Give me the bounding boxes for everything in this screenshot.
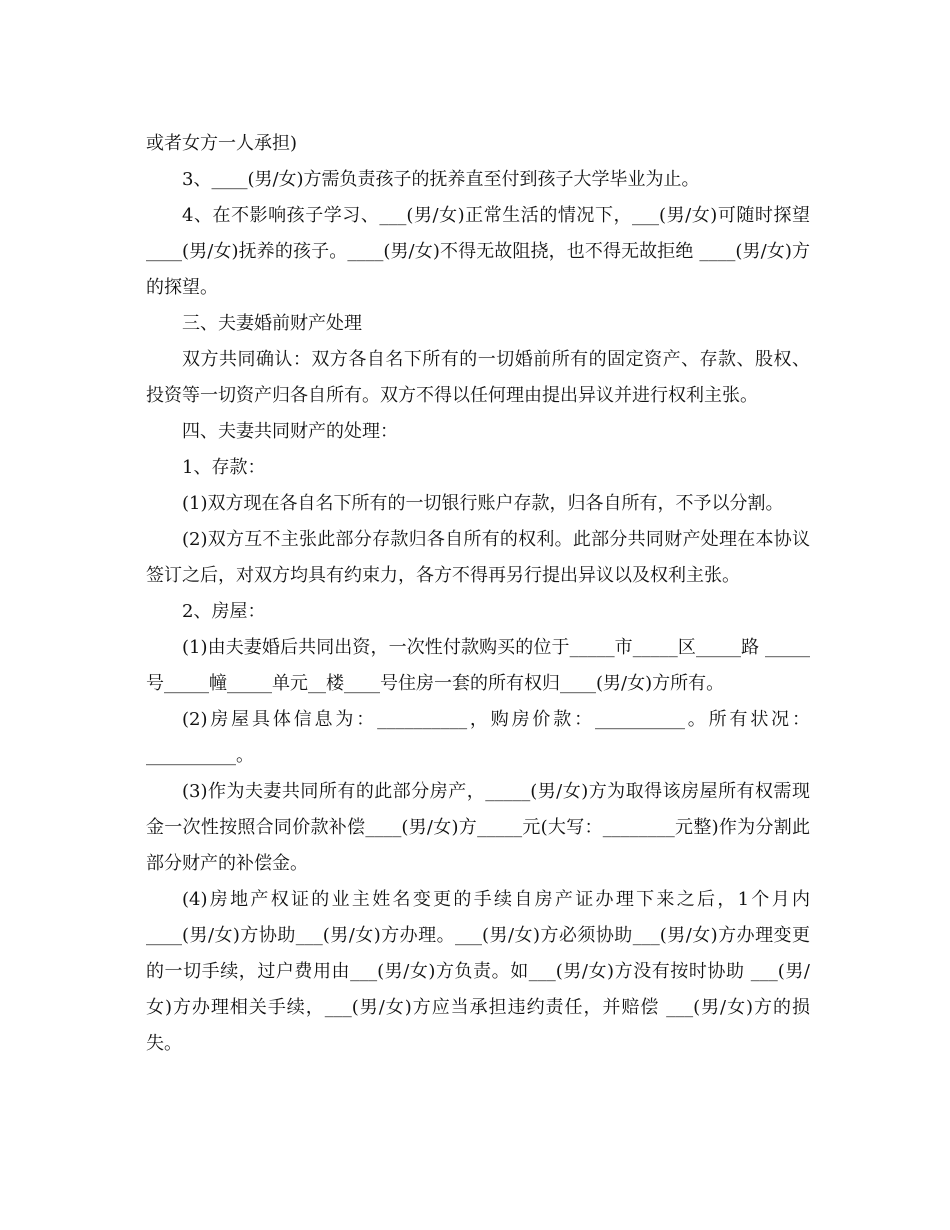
subheading-deposits: 1、存款： [182, 457, 266, 478]
document-body [146, 126, 816, 1062]
section-heading-joint-property: 四、夫妻共同财产的处理： [182, 421, 398, 442]
paragraph-continuation: 或者女方一人承担) [146, 133, 298, 154]
section-heading-premarital-property: 三、夫妻婚前财产处理 [182, 313, 362, 334]
paragraph-deposits-2: (2)双方互不主张此部分存款归各自所有的权利。此部分共同财产处理在本协议签订之后，对双方均具有约束力，各方不得再另行提出异议以及权利主张。 [146, 529, 810, 586]
paragraph-deposits-1: (1)双方现在各自名下所有的一切银行账户存款，归各自所有，不予以分割。 [182, 493, 784, 514]
paragraph-house-4: (4)房地产权证的业主姓名变更的手续自房产证办理下来之后，1个月内 ____(男/女)方协助___(男/女)方办理。___(男/女)方必须协助___(男/女)方办理变更的一切手续，过户费用由___(男/女)方负责。如___(男/女)方没有按时协助 ___(男/女)方办理相关手续，___(男/女)方应当承担违约责任，并赔偿 ___(男/女)方的损失。 [146, 889, 816, 1054]
paragraph-house-3: (3)作为夫妻共同所有的此部分房产，_____(男/女)方为取得该房屋所有权需现金一次性按照合同价款补偿____(男/女)方_____元(大写：________元整)作为分割此部分财产的补偿金。 [146, 781, 810, 874]
paragraph-premarital-property: 双方共同确认：双方各自名下所有的一切婚前所有的固定资产、存款、股权、投资等一切资产归各自所有。双方不得以任何理由提出异议并进行权利主张。 [146, 349, 810, 406]
paragraph-house-1: (1)由夫妻婚后共同出资，一次性付款购买的位于_____市_____区_____路 _____号_____幢_____单元__楼____号住房一套的所有权归____(男/女)方所有。 [146, 637, 810, 694]
paragraph-visitation: 4、在不影响孩子学习、___(男/女)正常生活的情况下，___(男/女)可随时探望____(男/女)抚养的孩子。____(男/女)不得无故阻挠，也不得无故拒绝 ____(男/女)方的探望。 [146, 205, 810, 298]
paragraph-house-2: (2)房屋具体信息为：__________，购房价款：__________。所有状况：__________。 [146, 709, 810, 766]
paragraph-child-support: 3、____(男/女)方需负责孩子的抚养直至付到孩子大学毕业为止。 [182, 169, 700, 190]
subheading-house: 2、房屋： [182, 601, 266, 622]
